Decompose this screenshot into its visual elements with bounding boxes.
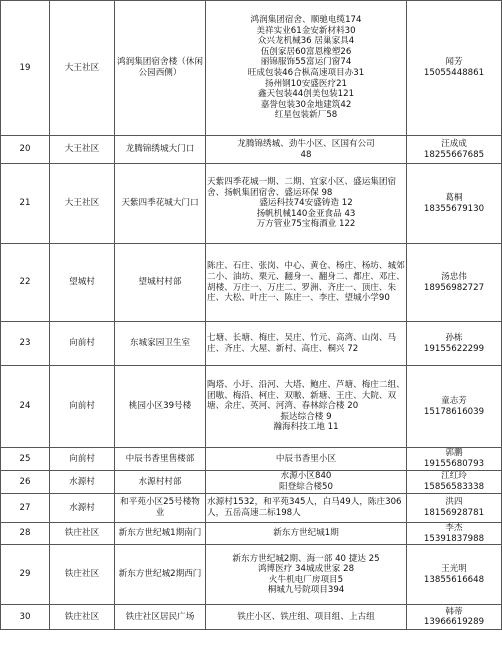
coverage-line: 陈庄、石庄、张岗、中心、黄仓、杨庄、杨坊、城郊二小、油坊、栗元、翻身一、翻身二、都庄、邓庄、胡楼、万庄一、万庄二、罗洲、齐庄一、顶庄、朱庄、大松、叶庄一、陈庄一、李庄、望城小学90	[207, 261, 405, 304]
contact-name: 童志芳	[441, 395, 467, 406]
row-number: 22	[1, 244, 50, 322]
contact-name: 闻芳	[445, 57, 463, 68]
contact-phone: 15391837988	[423, 533, 485, 544]
table-row	[1, 164, 502, 244]
contact-name: 江红玲	[441, 471, 467, 482]
coverage-line: 桐城九号院项目394	[267, 585, 345, 596]
contact-phone: 15178616039	[423, 406, 485, 417]
table-row	[1, 366, 502, 448]
contact-name: 王光明	[441, 564, 467, 575]
coverage-line: 扬州钢10安盛医疗21	[264, 78, 348, 89]
coverage-line: 水源村1532，和平苑345人，白马49人，陈庄306人，五岳高速二标198人	[207, 497, 402, 518]
row-number: 20	[1, 136, 50, 164]
coverage-area	[206, 471, 407, 494]
community-name: 向前村	[50, 366, 115, 448]
sampling-point: 东城家园卫生室	[115, 322, 206, 366]
coverage-line: 鸿博医疗 34城成世家 28	[257, 564, 355, 575]
table-row	[1, 494, 502, 523]
row-number: 24	[1, 366, 50, 448]
contact-cell	[407, 471, 502, 494]
coverage-line: 阳登綜合楼50	[279, 482, 333, 492]
contact-cell	[407, 448, 502, 471]
contact-name: 李杰	[445, 523, 463, 533]
contact-cell	[407, 1, 502, 136]
coverage-area	[206, 1, 407, 136]
coverage-area	[206, 494, 407, 523]
coverage-line: 陶塔、小圩、沿河、大塔、鲍庄、芦塘、梅庄二组、团嗷、梅沿、柯庄、双嗷、新塘、王庄、大院、双塘、余庄、英河、河湾、春林綜合楼 20	[207, 380, 405, 412]
table-row	[1, 448, 502, 471]
contact-phone: 15856583338	[423, 482, 485, 492]
sampling-point: 天紫四季花城大门口	[115, 164, 206, 244]
table-row	[1, 136, 502, 164]
sampling-point: 水源村村部	[115, 471, 206, 494]
coverage-line: 伍创家居60富恩橡塑26	[260, 46, 352, 57]
coverage-line: 丽锦服饰55富运门窗74	[260, 57, 352, 68]
coverage-area	[206, 366, 407, 448]
contact-cell	[407, 605, 502, 630]
coverage-line: 旺成包装46合枞高速项目办31	[247, 68, 365, 78]
sampling-point: 望城村村部	[115, 244, 206, 322]
contact-phone: 13855616648	[423, 574, 485, 585]
coverage-line: 万方管业75宝梅酒业 122	[256, 219, 356, 230]
coverage-line: 火牛机电厂房项目5	[268, 574, 344, 585]
contact-phone: 18156928781	[423, 508, 485, 518]
community-name: 铁庄社区	[50, 523, 115, 545]
contact-cell	[407, 136, 502, 164]
coverage-line: 中辰书香里小区	[275, 453, 337, 464]
coverage-area	[206, 448, 407, 471]
row-number: 27	[1, 494, 50, 523]
contact-cell	[407, 164, 502, 244]
coverage-area	[206, 322, 407, 366]
contact-name: 洪四	[445, 497, 463, 508]
community-name: 水源村	[50, 471, 115, 494]
contact-name: 孙栋	[445, 332, 463, 343]
table-row	[1, 471, 502, 494]
table-body	[1, 1, 502, 630]
community-name: 铁庄社区	[50, 605, 115, 630]
coverage-line: 新东方世纪城2期、海一部 40 捷达 25	[232, 553, 380, 564]
community-name: 水源村	[50, 494, 115, 523]
contact-phone: 18355679130	[423, 203, 485, 214]
contact-cell	[407, 545, 502, 605]
row-number: 29	[1, 545, 50, 605]
contact-name: 韩蒂	[445, 606, 463, 617]
row-number: 26	[1, 471, 50, 494]
contact-cell	[407, 366, 502, 448]
coverage-line: 鑫天包装44创美包装121	[257, 89, 355, 100]
coverage-area	[206, 164, 407, 244]
coverage-line: 扬帆机械140金亚食品 43	[256, 208, 356, 219]
table-row	[1, 545, 502, 605]
coverage-line: 48	[300, 149, 312, 160]
contact-phone: 18255667685	[423, 149, 485, 160]
coverage-line: 新东方世纪城1期	[273, 528, 339, 539]
community-name: 向前村	[50, 448, 115, 471]
contact-cell	[407, 322, 502, 366]
community-name: 向前村	[50, 322, 115, 366]
coverage-line: 龙腾锦绣城、劲牛小区、区国有公司	[237, 138, 375, 149]
contact-cell	[407, 244, 502, 322]
table-row	[1, 322, 502, 366]
coverage-line: 振达综合楼 9	[280, 411, 332, 422]
coverage-area	[206, 605, 407, 630]
community-name: 大王社区	[50, 164, 115, 244]
community-name: 大王社区	[50, 1, 115, 136]
sampling-point: 桃园小区39号楼	[115, 366, 206, 448]
row-number: 30	[1, 605, 50, 630]
community-name: 望城村	[50, 244, 115, 322]
sampling-point: 和平苑小区25号楼物业	[115, 494, 206, 523]
row-number: 25	[1, 448, 50, 471]
sampling-point: 新东方世纪城1期南门	[115, 523, 206, 545]
sampling-point: 铁庄社区居民广场	[115, 605, 206, 630]
coverage-area	[206, 136, 407, 164]
contact-phone: 18956982727	[423, 282, 485, 293]
contact-name: 葛桐	[445, 192, 463, 203]
coverage-line: 铁庄小区、铁庄组、项目组、上古组	[237, 611, 375, 622]
coverage-line: 红星包装新厂58	[274, 110, 338, 121]
coverage-area	[206, 545, 407, 605]
coverage-area	[206, 244, 407, 322]
coverage-line: 嘉誉包装30金地建筑42	[260, 99, 352, 110]
row-number: 28	[1, 523, 50, 545]
contact-phone: 19155680793	[423, 459, 485, 469]
sampling-point: 龙腾锦绣城大门口	[115, 136, 206, 164]
coverage-line: 众兴龙机械36 居巢家具4	[257, 36, 355, 47]
table-row	[1, 1, 502, 136]
coverage-line: 天紫四季花城一期、二期、宜家小区、盛运集团宿舍、扬帆集团宿舍、盛运环保 98	[207, 177, 397, 198]
contact-phone: 15055448861	[423, 68, 485, 78]
community-name: 大王社区	[50, 136, 115, 164]
coverage-line: 七塘、长塘、梅庄、吴庄、竹元、高湾、山岗、马庄、齐庄、大屋、新村、高庄、桐兴 72	[207, 332, 397, 354]
table-row	[1, 244, 502, 322]
coverage-line: 水源小区840	[280, 471, 332, 482]
contact-name: 汤忠伟	[441, 271, 467, 282]
sampling-point: 新东方世纪城2期西门	[115, 545, 206, 605]
row-number: 21	[1, 164, 50, 244]
contact-cell	[407, 494, 502, 523]
coverage-line: 美祥实业61金安新材料30	[256, 25, 356, 36]
coverage-line: 瀚海科技工地 11	[273, 422, 339, 433]
sampling-point: 中辰书香里售楼部	[115, 448, 206, 471]
row-number: 19	[1, 1, 50, 136]
contact-phone: 13966619289	[423, 617, 485, 628]
coverage-line: 盛运科技74安盛铸造 12	[259, 198, 353, 209]
row-number: 23	[1, 322, 50, 366]
community-name: 铁庄社区	[50, 545, 115, 605]
coverage-line: 鸿润集团宿舍、顺驰电缆174	[250, 15, 362, 26]
contact-name: 郭鹏	[445, 448, 463, 459]
contact-name: 汪成成	[441, 138, 467, 149]
contact-phone: 19155622299	[423, 343, 485, 354]
sampling-point: 鸿润集团宿舍楼（休闲公园西侧）	[115, 1, 206, 136]
table-row	[1, 523, 502, 545]
coverage-area	[206, 523, 407, 545]
contact-cell	[407, 523, 502, 545]
table-row	[1, 605, 502, 630]
